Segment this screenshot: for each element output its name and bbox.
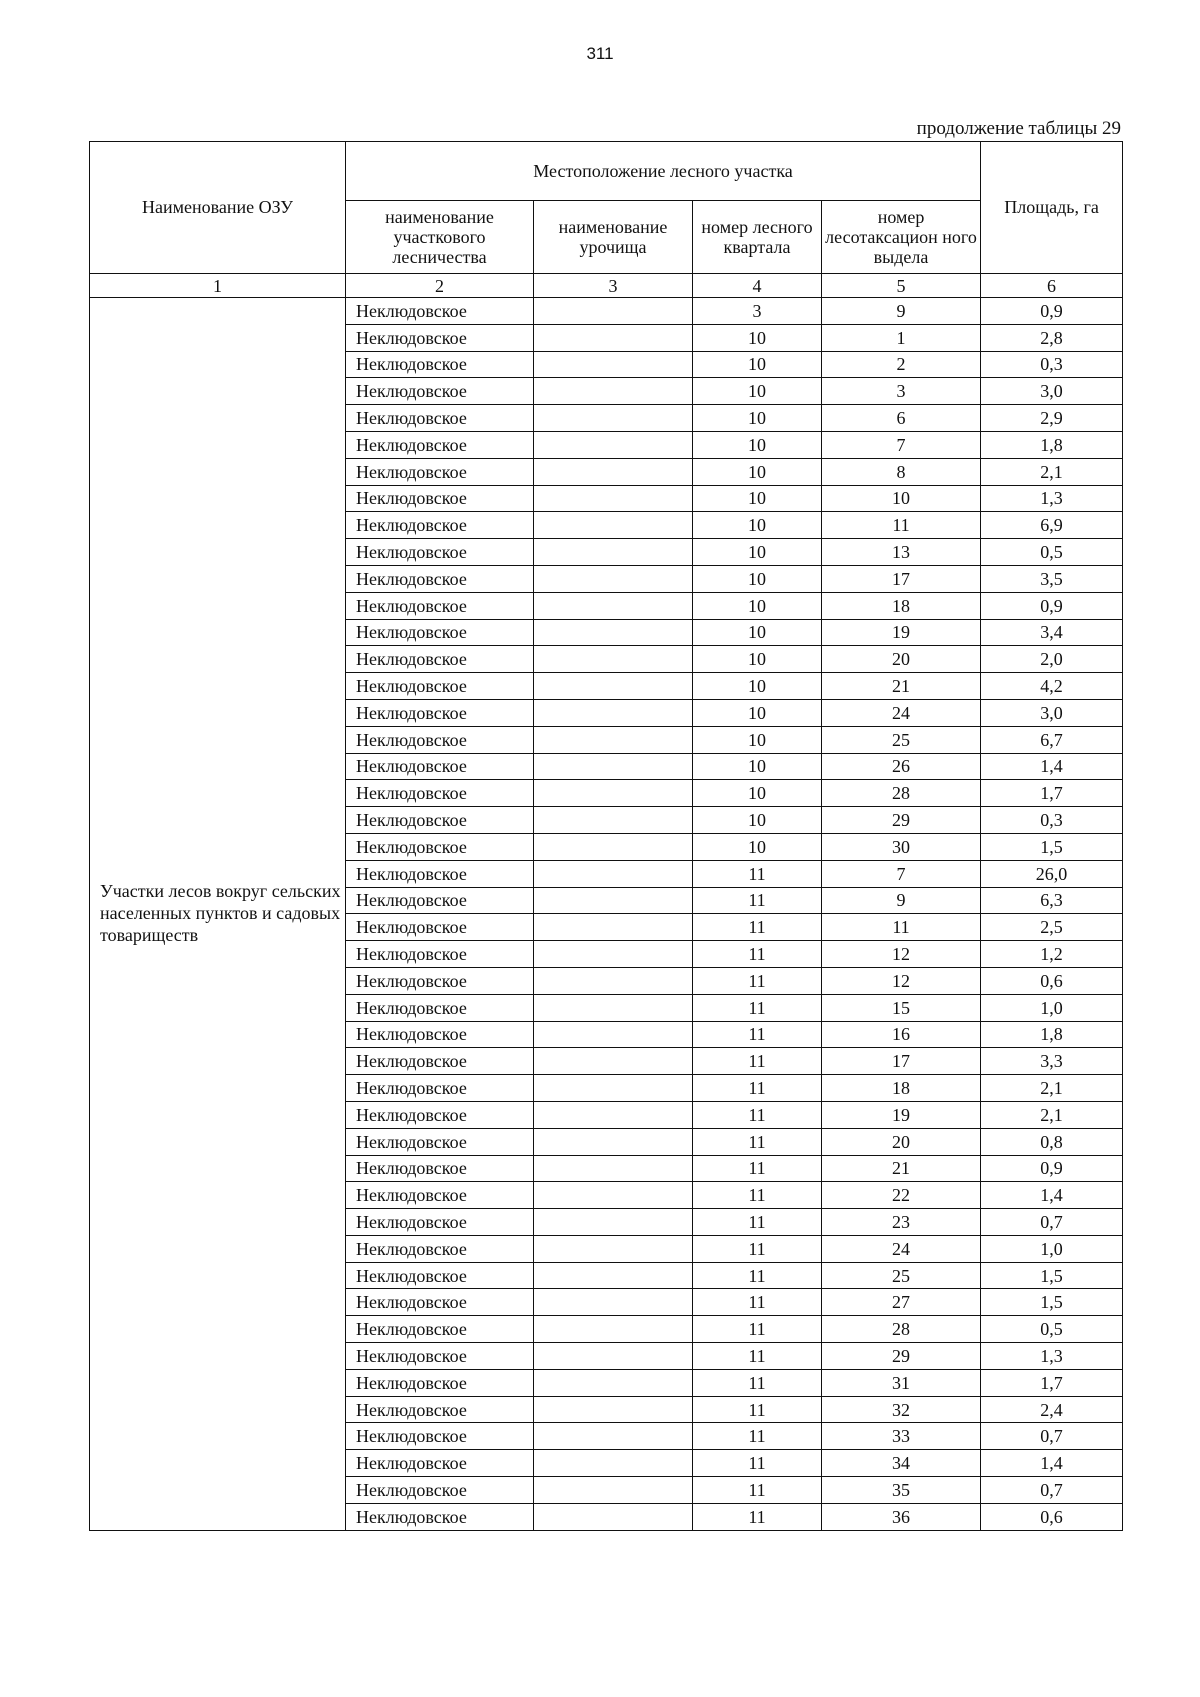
area-cell: 1,3 (981, 485, 1123, 512)
area-cell: 0,3 (981, 807, 1123, 834)
allotment-cell: 24 (822, 1235, 981, 1262)
header-forestry: наименование участкового лесничества (346, 201, 534, 274)
area-cell: 0,8 (981, 1128, 1123, 1155)
forestry-cell: Неклюдовское (346, 351, 534, 378)
area-cell: 0,6 (981, 967, 1123, 994)
forest-plots-table (89, 141, 1123, 1531)
area-cell: 0,5 (981, 1316, 1123, 1343)
area-cell: 1,5 (981, 1262, 1123, 1289)
header-location: Местоположение лесного участка (346, 142, 981, 201)
tract-cell (534, 1423, 693, 1450)
forestry-cell: Неклюдовское (346, 1155, 534, 1182)
quarter-cell: 10 (693, 405, 822, 432)
forestry-cell: Неклюдовское (346, 1075, 534, 1102)
allotment-cell: 29 (822, 807, 981, 834)
col-number: 2 (346, 274, 534, 298)
quarter-cell: 11 (693, 1343, 822, 1370)
quarter-cell: 11 (693, 967, 822, 994)
forestry-cell: Неклюдовское (346, 539, 534, 566)
forestry-cell: Неклюдовское (346, 1128, 534, 1155)
area-cell: 0,9 (981, 298, 1123, 325)
forestry-cell: Неклюдовское (346, 592, 534, 619)
quarter-cell: 11 (693, 1182, 822, 1209)
tract-cell (534, 1477, 693, 1504)
tract-cell (534, 967, 693, 994)
tract-cell (534, 458, 693, 485)
forestry-cell: Неклюдовское (346, 780, 534, 807)
area-cell: 2,1 (981, 458, 1123, 485)
allotment-cell: 18 (822, 592, 981, 619)
allotment-cell: 28 (822, 1316, 981, 1343)
tract-cell (534, 1209, 693, 1236)
forestry-cell: Неклюдовское (346, 699, 534, 726)
tract-cell (534, 860, 693, 887)
header-area: Площадь, га (981, 142, 1123, 274)
area-cell: 1,2 (981, 941, 1123, 968)
allotment-cell: 34 (822, 1450, 981, 1477)
quarter-cell: 10 (693, 646, 822, 673)
table-row (90, 298, 1123, 325)
allotment-cell: 19 (822, 1101, 981, 1128)
tract-cell (534, 1369, 693, 1396)
tract-cell (534, 485, 693, 512)
allotment-cell: 20 (822, 646, 981, 673)
quarter-cell: 10 (693, 485, 822, 512)
tract-cell (534, 807, 693, 834)
tract-cell (534, 646, 693, 673)
quarter-cell: 10 (693, 753, 822, 780)
quarter-cell: 11 (693, 1209, 822, 1236)
quarter-cell: 11 (693, 1101, 822, 1128)
table-continuation-caption: продолжение таблицы 29 (916, 118, 1121, 139)
forestry-cell: Неклюдовское (346, 1423, 534, 1450)
quarter-cell: 11 (693, 1503, 822, 1530)
area-cell: 0,5 (981, 539, 1123, 566)
quarter-cell: 11 (693, 860, 822, 887)
tract-cell (534, 699, 693, 726)
forestry-cell: Неклюдовское (346, 1450, 534, 1477)
area-cell: 1,0 (981, 1235, 1123, 1262)
allotment-cell: 24 (822, 699, 981, 726)
tract-cell (534, 1101, 693, 1128)
quarter-cell: 10 (693, 726, 822, 753)
forestry-cell: Неклюдовское (346, 1021, 534, 1048)
tract-cell (534, 833, 693, 860)
tract-cell (534, 565, 693, 592)
tract-cell (534, 1021, 693, 1048)
allotment-cell: 25 (822, 1262, 981, 1289)
quarter-cell: 11 (693, 1262, 822, 1289)
forestry-cell: Неклюдовское (346, 1235, 534, 1262)
quarter-cell: 10 (693, 699, 822, 726)
allotment-cell: 6 (822, 405, 981, 432)
area-cell: 0,7 (981, 1209, 1123, 1236)
area-cell: 2,8 (981, 324, 1123, 351)
area-cell: 2,9 (981, 405, 1123, 432)
tract-cell (534, 1503, 693, 1530)
forestry-cell: Неклюдовское (346, 646, 534, 673)
quarter-cell: 10 (693, 539, 822, 566)
quarter-cell: 10 (693, 431, 822, 458)
forestry-cell: Неклюдовское (346, 1369, 534, 1396)
forestry-cell: Неклюдовское (346, 673, 534, 700)
allotment-cell: 12 (822, 941, 981, 968)
tract-cell (534, 1396, 693, 1423)
quarter-cell: 10 (693, 807, 822, 834)
forestry-cell: Неклюдовское (346, 1396, 534, 1423)
quarter-cell: 10 (693, 565, 822, 592)
quarter-cell: 10 (693, 833, 822, 860)
forestry-cell: Неклюдовское (346, 1343, 534, 1370)
tract-cell (534, 298, 693, 325)
area-cell: 1,5 (981, 833, 1123, 860)
header-name-ozu: Наименование ОЗУ (90, 142, 346, 274)
area-cell: 0,7 (981, 1423, 1123, 1450)
quarter-cell: 10 (693, 673, 822, 700)
header-tract: наименование урочища (534, 201, 693, 274)
quarter-cell: 11 (693, 1396, 822, 1423)
tract-cell (534, 619, 693, 646)
area-cell: 2,1 (981, 1101, 1123, 1128)
allotment-cell: 9 (822, 887, 981, 914)
area-cell: 6,9 (981, 512, 1123, 539)
tract-cell (534, 726, 693, 753)
allotment-cell: 12 (822, 967, 981, 994)
allotment-cell: 21 (822, 673, 981, 700)
tract-cell (534, 539, 693, 566)
area-cell: 4,2 (981, 673, 1123, 700)
allotment-cell: 20 (822, 1128, 981, 1155)
tract-cell (534, 1316, 693, 1343)
area-cell: 1,8 (981, 431, 1123, 458)
allotment-cell: 1 (822, 324, 981, 351)
quarter-cell: 11 (693, 994, 822, 1021)
allotment-cell: 32 (822, 1396, 981, 1423)
tract-cell (534, 1048, 693, 1075)
tract-cell (534, 1289, 693, 1316)
forestry-cell: Неклюдовское (346, 1316, 534, 1343)
forestry-cell: Неклюдовское (346, 324, 534, 351)
forestry-cell: Неклюдовское (346, 378, 534, 405)
tract-cell (534, 914, 693, 941)
forestry-cell: Неклюдовское (346, 807, 534, 834)
area-cell: 1,0 (981, 994, 1123, 1021)
forestry-cell: Неклюдовское (346, 619, 534, 646)
area-cell: 3,0 (981, 378, 1123, 405)
col-number: 5 (822, 274, 981, 298)
forestry-cell: Неклюдовское (346, 1101, 534, 1128)
allotment-cell: 2 (822, 351, 981, 378)
forestry-cell: Неклюдовское (346, 887, 534, 914)
tract-cell (534, 753, 693, 780)
tract-cell (534, 780, 693, 807)
quarter-cell: 10 (693, 351, 822, 378)
allotment-cell: 26 (822, 753, 981, 780)
tract-cell (534, 592, 693, 619)
quarter-cell: 11 (693, 1316, 822, 1343)
tract-cell (534, 887, 693, 914)
area-cell: 1,4 (981, 1450, 1123, 1477)
allotment-cell: 28 (822, 780, 981, 807)
tract-cell (534, 324, 693, 351)
quarter-cell: 11 (693, 1477, 822, 1504)
tract-cell (534, 1343, 693, 1370)
forestry-cell: Неклюдовское (346, 512, 534, 539)
forestry-cell: Неклюдовское (346, 941, 534, 968)
area-cell: 1,7 (981, 1369, 1123, 1396)
forestry-cell: Неклюдовское (346, 967, 534, 994)
allotment-cell: 3 (822, 378, 981, 405)
allotment-cell: 36 (822, 1503, 981, 1530)
quarter-cell: 11 (693, 914, 822, 941)
area-cell: 1,4 (981, 1182, 1123, 1209)
area-cell: 1,8 (981, 1021, 1123, 1048)
allotment-cell: 8 (822, 458, 981, 485)
tract-cell (534, 512, 693, 539)
allotment-cell: 7 (822, 860, 981, 887)
col-number: 6 (981, 274, 1123, 298)
page-number: 311 (586, 44, 614, 63)
tract-cell (534, 1128, 693, 1155)
forestry-cell: Неклюдовское (346, 405, 534, 432)
quarter-cell: 11 (693, 1021, 822, 1048)
quarter-cell: 11 (693, 1423, 822, 1450)
forestry-cell: Неклюдовское (346, 1477, 534, 1504)
quarter-cell: 11 (693, 1289, 822, 1316)
quarter-cell: 11 (693, 1128, 822, 1155)
tract-cell (534, 1182, 693, 1209)
area-cell: 3,5 (981, 565, 1123, 592)
col-number: 1 (90, 274, 346, 298)
area-cell: 26,0 (981, 860, 1123, 887)
quarter-cell: 10 (693, 458, 822, 485)
quarter-cell: 3 (693, 298, 822, 325)
forestry-cell: Неклюдовское (346, 914, 534, 941)
area-cell: 2,0 (981, 646, 1123, 673)
quarter-cell: 11 (693, 887, 822, 914)
allotment-cell: 17 (822, 1048, 981, 1075)
forestry-cell: Неклюдовское (346, 1048, 534, 1075)
allotment-cell: 30 (822, 833, 981, 860)
area-cell: 2,1 (981, 1075, 1123, 1102)
forestry-cell: Неклюдовское (346, 431, 534, 458)
area-cell: 3,4 (981, 619, 1123, 646)
area-cell: 1,3 (981, 1343, 1123, 1370)
tract-cell (534, 941, 693, 968)
col-number: 3 (534, 274, 693, 298)
allotment-cell: 19 (822, 619, 981, 646)
area-cell: 3,3 (981, 1048, 1123, 1075)
tract-cell (534, 1075, 693, 1102)
area-cell: 0,6 (981, 1503, 1123, 1530)
tract-cell (534, 1450, 693, 1477)
forestry-cell: Неклюдовское (346, 458, 534, 485)
header-allotment: номер лесотаксацион ного выдела (822, 201, 981, 274)
allotment-cell: 10 (822, 485, 981, 512)
area-cell: 0,7 (981, 1477, 1123, 1504)
allotment-cell: 15 (822, 994, 981, 1021)
tract-cell (534, 994, 693, 1021)
forestry-cell: Неклюдовское (346, 753, 534, 780)
quarter-cell: 11 (693, 1369, 822, 1396)
tract-cell (534, 1155, 693, 1182)
forestry-cell: Неклюдовское (346, 565, 534, 592)
allotment-cell: 17 (822, 565, 981, 592)
table-body (90, 298, 1123, 1531)
allotment-cell: 25 (822, 726, 981, 753)
header-quarter: номер лесного квартала (693, 201, 822, 274)
quarter-cell: 10 (693, 592, 822, 619)
tract-cell (534, 378, 693, 405)
forestry-cell: Неклюдовское (346, 298, 534, 325)
tract-cell (534, 1235, 693, 1262)
area-cell: 1,7 (981, 780, 1123, 807)
quarter-cell: 10 (693, 324, 822, 351)
forestry-cell: Неклюдовское (346, 1289, 534, 1316)
tract-cell (534, 1262, 693, 1289)
allotment-cell: 29 (822, 1343, 981, 1370)
area-cell: 1,5 (981, 1289, 1123, 1316)
area-cell: 6,3 (981, 887, 1123, 914)
quarter-cell: 10 (693, 512, 822, 539)
area-cell: 6,7 (981, 726, 1123, 753)
quarter-cell: 10 (693, 619, 822, 646)
allotment-cell: 11 (822, 512, 981, 539)
ozu-name-cell: Участки лесов вокруг сельских населенных пунктов и садовых товариществ (90, 298, 346, 1531)
quarter-cell: 11 (693, 1450, 822, 1477)
allotment-cell: 13 (822, 539, 981, 566)
allotment-cell: 9 (822, 298, 981, 325)
tract-cell (534, 351, 693, 378)
area-cell: 0,3 (981, 351, 1123, 378)
col-number: 4 (693, 274, 822, 298)
forestry-cell: Неклюдовское (346, 994, 534, 1021)
allotment-cell: 23 (822, 1209, 981, 1236)
allotment-cell: 31 (822, 1369, 981, 1396)
area-cell: 3,0 (981, 699, 1123, 726)
area-cell: 0,9 (981, 592, 1123, 619)
quarter-cell: 11 (693, 1155, 822, 1182)
quarter-cell: 10 (693, 378, 822, 405)
allotment-cell: 11 (822, 914, 981, 941)
quarter-cell: 11 (693, 941, 822, 968)
allotment-cell: 35 (822, 1477, 981, 1504)
forestry-cell: Неклюдовское (346, 833, 534, 860)
allotment-cell: 7 (822, 431, 981, 458)
area-cell: 0,9 (981, 1155, 1123, 1182)
quarter-cell: 11 (693, 1048, 822, 1075)
area-cell: 2,5 (981, 914, 1123, 941)
area-cell: 1,4 (981, 753, 1123, 780)
forestry-cell: Неклюдовское (346, 485, 534, 512)
area-cell: 2,4 (981, 1396, 1123, 1423)
forestry-cell: Неклюдовское (346, 1503, 534, 1530)
allotment-cell: 22 (822, 1182, 981, 1209)
quarter-cell: 11 (693, 1075, 822, 1102)
forestry-cell: Неклюдовское (346, 726, 534, 753)
tract-cell (534, 405, 693, 432)
quarter-cell: 11 (693, 1235, 822, 1262)
allotment-cell: 18 (822, 1075, 981, 1102)
allotment-cell: 33 (822, 1423, 981, 1450)
forestry-cell: Неклюдовское (346, 1262, 534, 1289)
allotment-cell: 21 (822, 1155, 981, 1182)
forestry-cell: Неклюдовское (346, 1209, 534, 1236)
quarter-cell: 10 (693, 780, 822, 807)
allotment-cell: 27 (822, 1289, 981, 1316)
forestry-cell: Неклюдовское (346, 1182, 534, 1209)
tract-cell (534, 431, 693, 458)
allotment-cell: 16 (822, 1021, 981, 1048)
forestry-cell: Неклюдовское (346, 860, 534, 887)
tract-cell (534, 673, 693, 700)
